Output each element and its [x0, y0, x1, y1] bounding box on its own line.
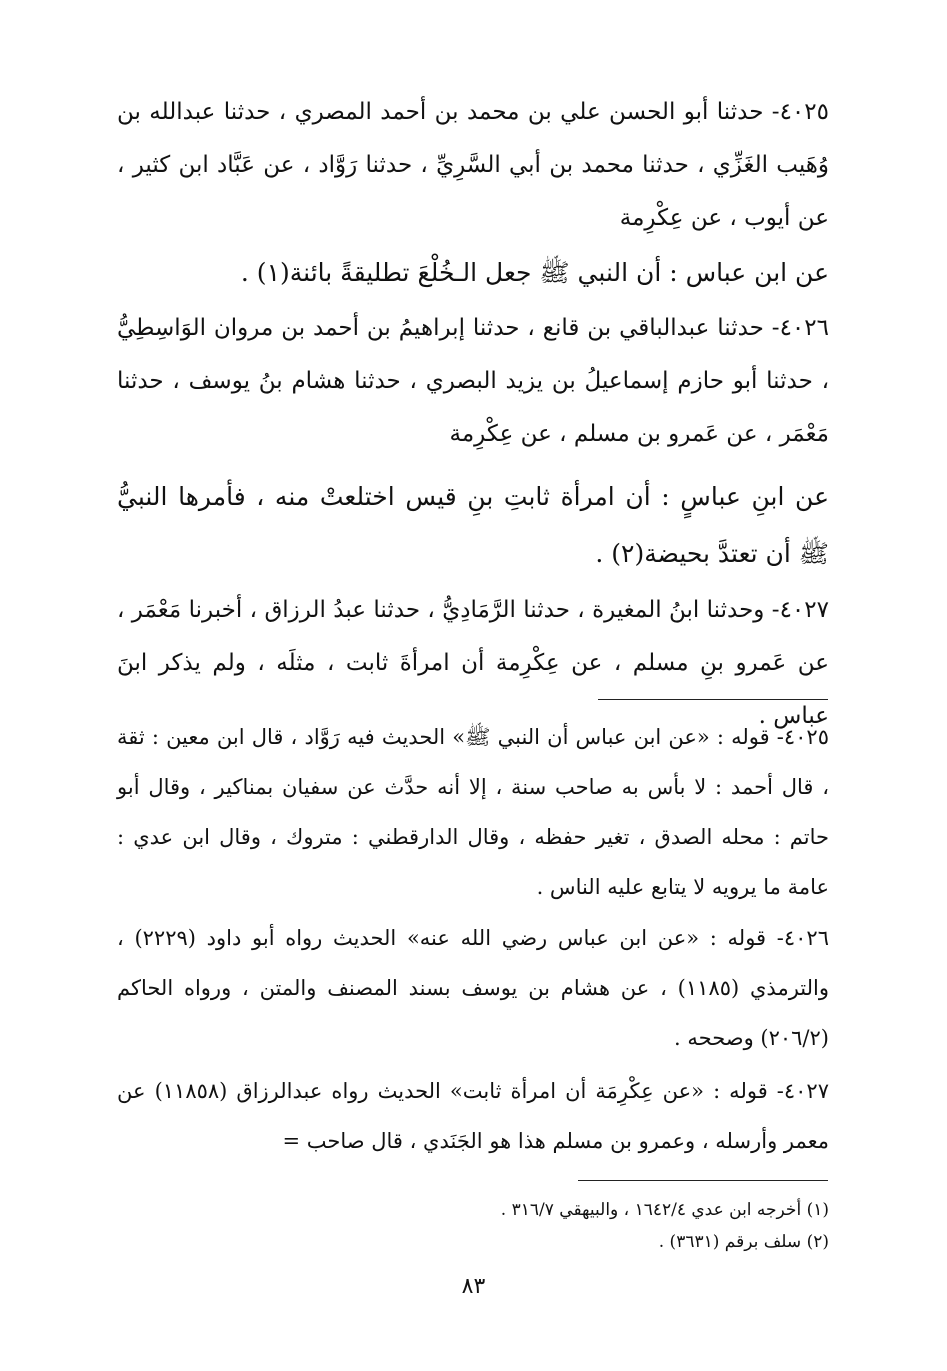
footnote-1: (١) أخرجه ابن عدي ١٦٤٢/٤ ، والبيهقي ٣١٦/٧ . [500, 1200, 829, 1220]
hadith-4025-matn: عن ابن عباس : أن النبي ﷺ جعل الـخُلْعَ تطليقةً بائنة(١) . [240, 258, 829, 287]
commentary [117, 913, 829, 1063]
separator-rule [598, 699, 828, 700]
footnote-2: (٢) سلف برقم (٣٦٣١) . [658, 1232, 829, 1252]
hadith-4027: ٤٠٢٧- وحدثنا ابنُ المغيرة ، حدثنا الرَّمَادِيُّ ، حدثنا عبدُ الرزاق ، أخبرنا مَعْمَر ، عن عَمرو بنِ مسلم ، عن عِكْرِمة أن امرأةَ ثابت ، مثلَه ، ولم يذكر ابنَ عباس . [117, 597, 829, 729]
footnote-rule [578, 1180, 828, 1181]
main-text [117, 302, 829, 461]
main-text [117, 468, 829, 582]
commentary-4026: ٤٠٢٦- قوله : «عن ابن عباس رضي الله عنه» الحديث رواه أبو داود (٢٢٢٩) ، والترمذي (١١٨٥) ، عن هشام بن يوسف بسند المصنف والمتن ، ورواه الحاكم (٢٠٦/٢) وصححه . [117, 926, 830, 1050]
footnotes [117, 1194, 829, 1258]
commentary-4025: ٤٠٢٥- قوله : «عن ابن عباس أن النبي ﷺ» الحديث فيه رَوَّاد ، قال ابن معين : ثقة ، قال أحمد : لا بأس به صاحب سنة ، إلا أنه حدَّث عن سفيان بمناكير ، وقال أبو حاتم : محله الصدق ، تغير حفظه ، وقال الدارقطني : متروك ، وقال ابن عدي : عامة ما يرويه لا يتابع عليه الناس . [117, 725, 829, 899]
commentary [117, 1066, 829, 1166]
hadith-4026-matn: عن ابنِ عباسٍ : أن امرأة ثابتِ بنِ قيس اختلعتْ منه ، فأمرها النبيُّ ﷺ أن تعتدَّ بحيضة(٢) . [117, 482, 829, 568]
commentary-4027: ٤٠٢٧- قوله : «عن عِكْرِمَة أن امرأة ثابت» الحديث رواه عبدالرزاق (١١٨٥٨) عن معمر وأرسله ، وعمرو بن مسلم هذا هو الجَنَدي ، قال صاحب = [117, 1079, 829, 1153]
hadith-4025-isnad: ٤٠٢٥- حدثنا أبو الحسن علي بن محمد بن أحمد المصري ، حدثنا عبدالله بن وُهَيب الغَزِّي ، حدثنا محمد بن أبي السَّرِيِّ ، حدثنا رَوَّاد ، عن عَبَّاد ابن كثير ، عن أيوب ، عن عِكْرِمة [117, 99, 829, 231]
page-number: ٨٣ [461, 1274, 486, 1299]
main-text [117, 244, 829, 301]
hadith-4026-isnad: ٤٠٢٦- حدثنا عبدالباقي بن قانع ، حدثنا إبراهيمُ بن أحمد بن مروان الوَاسِطِيُّ ، حدثنا أبو حازم إسماعيلُ بن يزيد البصري ، حدثنا هشام بنُ يوسف ، حدثنا مَعْمَر ، عن عَمرو بن مسلم ، عن عِكْرِمة [117, 315, 829, 447]
commentary [117, 712, 829, 912]
main-text [117, 86, 829, 245]
